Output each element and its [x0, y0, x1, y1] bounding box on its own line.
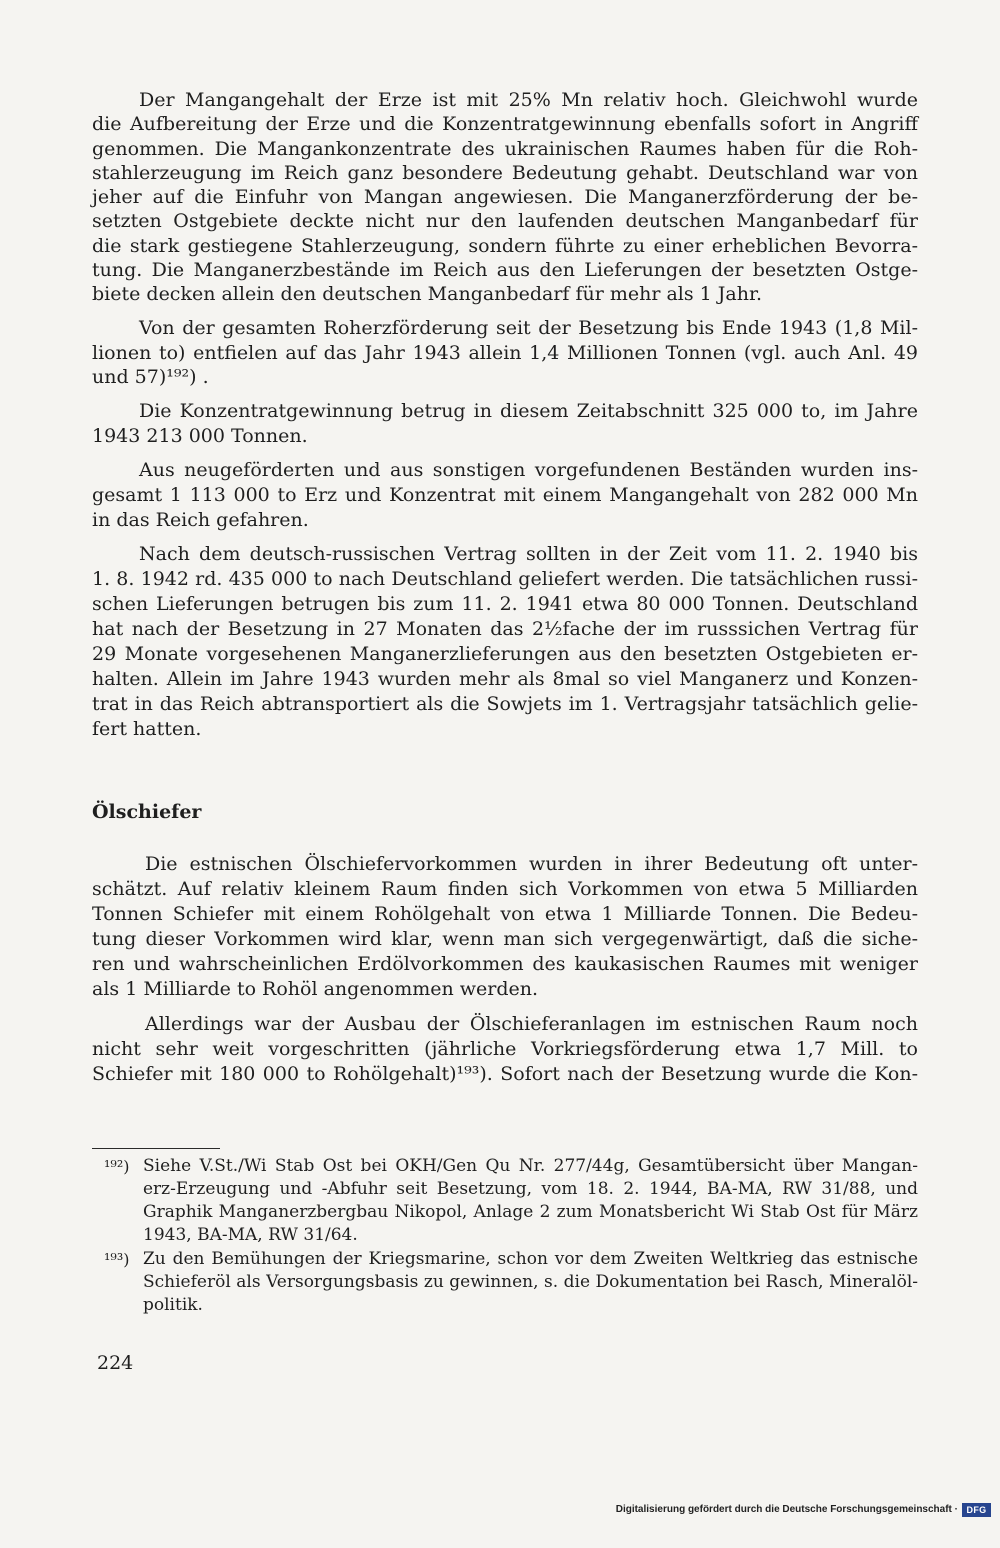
- text-line: stahlerzeugung im Reich ganz besondere Bedeutung gehabt. Deutschland war von: [92, 161, 918, 184]
- text-line: tung dieser Vorkommen wird klar, wenn man sich vergegenwärtigt, daß die siche-: [92, 928, 918, 950]
- paragraph: [92, 316, 918, 390]
- text-line: setzten Ostgebiete deckte nicht nur den laufenden deutschen Manganbedarf für: [92, 210, 918, 233]
- text-line: halten. Allein im Jahre 1943 wurden mehr als 8mal so viel Manganerz und Konzen-: [92, 668, 918, 690]
- text-line: jeher auf die Einfuhr von Mangan angewiesen. Die Manganerzförderung der be-: [92, 186, 918, 209]
- footnote-marker: ¹⁹²): [104, 1157, 130, 1176]
- footnote-divider: [92, 1148, 220, 1149]
- text-line: hat nach der Besetzung in 27 Monaten das 2½fache der im russsichen Vertrag für: [92, 618, 918, 640]
- text-line: Die Konzentratgewinnung betrug in diesem Zeitabschnitt 325 000 to, im Jahre: [139, 400, 918, 422]
- text-line: fert hatten.: [92, 718, 202, 740]
- paragraph: [92, 852, 918, 1002]
- footnote-marker: ¹⁹³): [104, 1250, 130, 1269]
- text-line: gesamt 1 113 000 to Erz und Konzentrat mit einem Mangangehalt von 282 000 Mn: [92, 484, 918, 506]
- text-line: Die estnischen Ölschiefervorkommen wurden in ihrer Bedeutung oft unter-: [145, 853, 918, 875]
- text-line: Zu den Bemühungen der Kriegsmarine, schon vor dem Zweiten Weltkrieg das estnische: [143, 1249, 918, 1269]
- dfg-logo: DFG: [962, 1503, 991, 1517]
- text-line: Schiefer mit 180 000 to Rohölgehalt)¹⁹³). Sofort nach der Besetzung wurde die Kon-: [92, 1063, 918, 1085]
- text-line: nicht sehr weit vorgeschritten (jährliche Vorkriegsförderung etwa 1,7 Mill. to: [92, 1038, 918, 1060]
- text-line: als 1 Milliarde to Rohöl angenommen werden.: [92, 978, 539, 1000]
- text-line: in das Reich gefahren.: [92, 509, 309, 531]
- text-line: Der Mangangehalt der Erze ist mit 25% Mn relativ hoch. Gleichwohl wurde: [139, 89, 918, 111]
- section-heading: Ölschiefer: [92, 801, 202, 823]
- text-line: Von der gesamten Roherzförderung seit der Besetzung bis Ende 1943 (1,8 Mil-: [139, 317, 918, 339]
- text-line: genommen. Die Mangankonzentrate des ukrainischen Raumes haben für die Roh-: [92, 137, 918, 160]
- text-line: biete decken allein den deutschen Manganbedarf für mehr als 1 Jahr.: [92, 283, 763, 306]
- text-line: schätzt. Auf relativ kleinem Raum finden sich Vorkommen von etwa 5 Milliarden: [92, 878, 918, 900]
- text-line: Tonnen Schiefer mit einem Rohölgehalt von etwa 1 Milliarde Tonnen. Die Bedeu-: [92, 903, 918, 925]
- paragraph: [92, 458, 918, 533]
- paragraph: [92, 1012, 918, 1087]
- text-line: schen Lieferungen betrugen bis zum 11. 2. 1941 etwa 80 000 Tonnen. Deutschland: [92, 593, 918, 615]
- digitization-credit: Digitalisierung gefördert durch die Deutsche Forschungsgemeinschaft ·: [615, 1504, 958, 1515]
- footnote-text: [143, 1155, 918, 1247]
- text-line: die stark gestiegene Stahlerzeugung, sondern führte zu einer erheblichen Bevorra-: [92, 234, 918, 257]
- text-line: 1943, BA-MA, RW 31/64.: [143, 1225, 358, 1245]
- text-line: Allerdings war der Ausbau der Ölschieferanlagen im estnischen Raum noch: [145, 1013, 918, 1035]
- text-line: Schieferöl als Versorgungsbasis zu gewinnen, s. die Dokumentation bei Rasch, Mineralöl-: [143, 1272, 918, 1292]
- text-line: Graphik Manganerzbergbau Nikopol, Anlage 2 zum Monatsbericht Wi Stab Ost für März: [143, 1202, 918, 1222]
- text-line: Aus neugeförderten und aus sonstigen vorgefundenen Beständen wurden ins-: [139, 459, 918, 481]
- text-line: 1. 8. 1942 rd. 435 000 to nach Deutschland geliefert werden. Die tatsächlichen russi-: [92, 568, 918, 590]
- text-line: trat in das Reich abtransportiert als die Sowjets im 1. Vertragsjahr tatsächlich gelie-: [92, 693, 918, 715]
- footnote-text: [143, 1248, 918, 1317]
- text-line: die Aufbereitung der Erze und die Konzentratgewinnung ebenfalls sofort in Angriff: [92, 113, 918, 136]
- text-line: erz-Erzeugung und -Abfuhr seit Besetzung, vom 18. 2. 1944, BA-MA, RW 31/88, und: [143, 1179, 918, 1199]
- text-line: tung. Die Manganerzbestände im Reich aus den Lieferungen der besetzten Ostge-: [92, 259, 918, 282]
- paragraph: [92, 542, 918, 742]
- text-line: und 57)¹⁹²) .: [92, 366, 209, 388]
- text-line: Siehe V.St./Wi Stab Ost bei OKH/Gen Qu Nr. 277/44g, Gesamtübersicht über Mangan-: [143, 1156, 918, 1176]
- text-line: politik.: [143, 1295, 203, 1315]
- text-line: 1943 213 000 Tonnen.: [92, 425, 308, 447]
- text-line: ren und wahrscheinlichen Erdölvorkommen des kaukasischen Raumes mit weniger: [92, 953, 918, 975]
- page-number: 224: [97, 1352, 134, 1374]
- text-line: 29 Monate vorgesehenen Manganerzlieferungen aus den besetzten Ostgebieten er-: [92, 643, 918, 665]
- text-line: Nach dem deutsch-russischen Vertrag sollten in der Zeit vom 11. 2. 1940 bis: [139, 543, 918, 565]
- paragraph: [92, 399, 918, 449]
- text-line: lionen to) entfielen auf das Jahr 1943 allein 1,4 Millionen Tonnen (vgl. auch Anl. 49: [92, 341, 918, 364]
- paragraph: [92, 88, 918, 307]
